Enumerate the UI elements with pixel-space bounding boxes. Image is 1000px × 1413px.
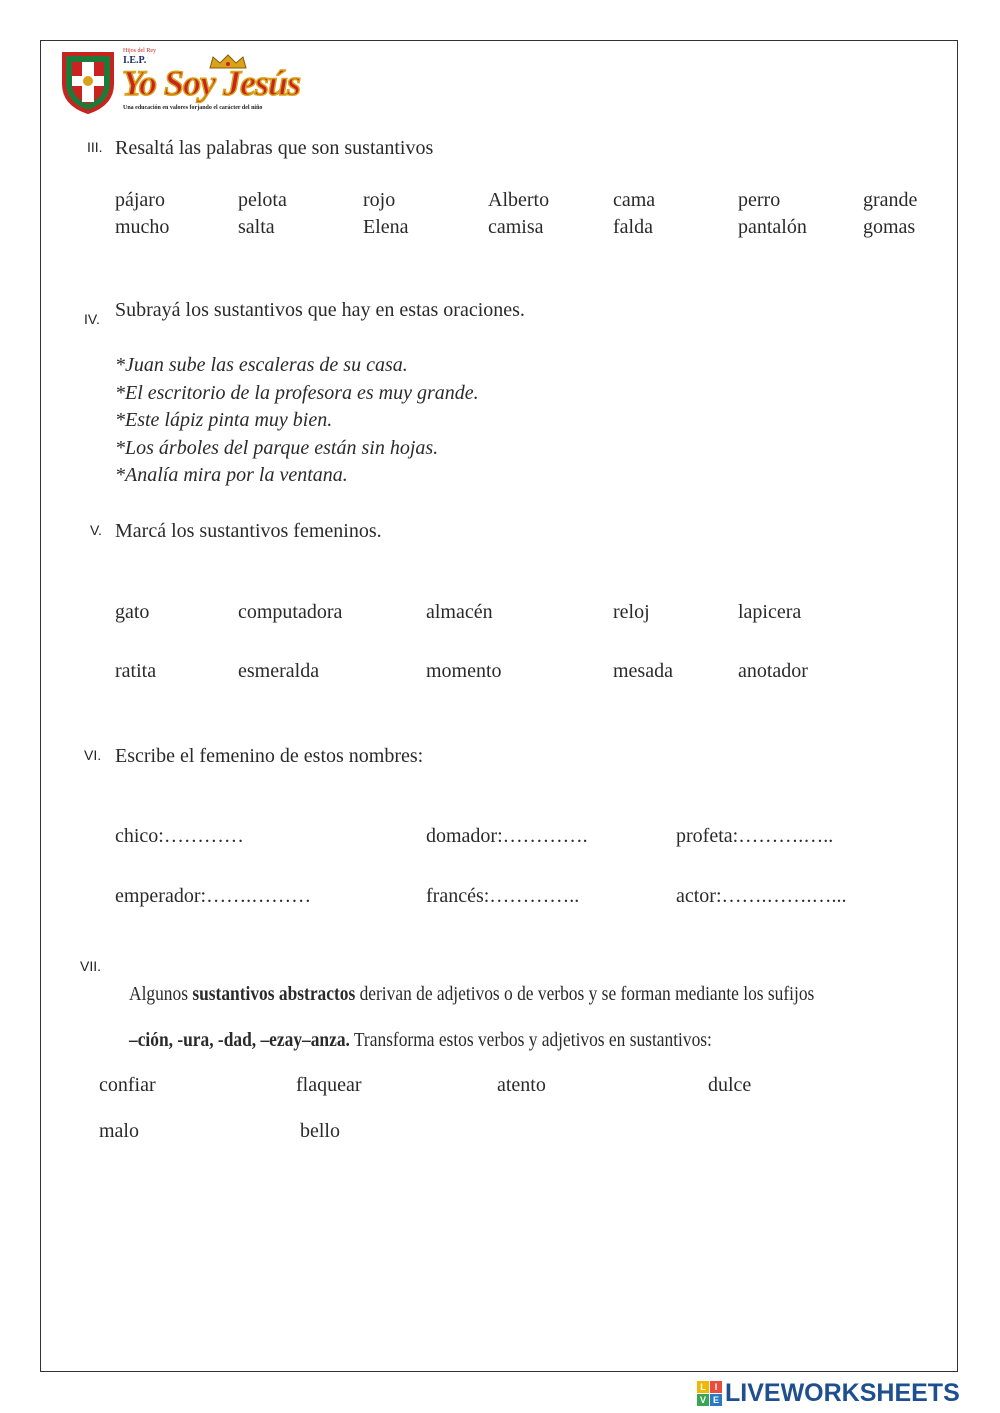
word-item[interactable]: esmeralda <box>238 660 320 682</box>
word-item[interactable]: cama <box>613 189 656 211</box>
feminine-answer-field[interactable]: emperador:…….……… <box>115 885 312 907</box>
brand-mark-tile: L <box>697 1381 709 1393</box>
brand-mark-tile: E <box>710 1394 722 1406</box>
section-3-number: III. <box>87 139 103 155</box>
intro-text: Transforma estos verbos y adjetivos en sustantivos: <box>349 1029 712 1051</box>
section-4-instruction: Subrayá los sustantivos que hay en estas oraciones. <box>115 299 525 321</box>
sentence-item[interactable]: *El escritorio de la profesora es muy grande. <box>115 382 479 404</box>
worksheet-border <box>40 40 958 1372</box>
word-item[interactable]: confiar <box>99 1074 156 1096</box>
word-item[interactable]: reloj <box>613 601 650 623</box>
word-item[interactable]: bello <box>300 1120 340 1142</box>
liveworksheets-brand <box>697 1378 960 1408</box>
logo-small-top: Hijos del Rey <box>123 48 156 54</box>
word-item[interactable]: mucho <box>115 216 170 238</box>
school-logo <box>60 48 320 118</box>
word-item[interactable]: malo <box>99 1120 139 1142</box>
word-item[interactable]: gato <box>115 601 150 623</box>
section-7-intro-line-1 <box>129 983 814 1006</box>
word-item[interactable]: Elena <box>363 216 409 238</box>
word-item[interactable]: salta <box>238 216 275 238</box>
word-item[interactable]: gomas <box>863 216 916 238</box>
feminine-answer-field[interactable]: domador:…………. <box>426 825 588 847</box>
feminine-answer-field[interactable]: profeta:……….….. <box>676 825 834 847</box>
word-item[interactable]: perro <box>738 189 781 211</box>
word-item[interactable]: atento <box>497 1074 546 1096</box>
word-item[interactable]: Alberto <box>488 189 550 211</box>
section-5-number: V. <box>90 522 102 538</box>
sentence-item[interactable]: *Este lápiz pinta muy bien. <box>115 409 333 431</box>
logo-motto: Una educación en valores forjando el carácter del niño <box>123 105 263 111</box>
intro-bold-term: sustantivos abstractos <box>192 983 356 1005</box>
word-item[interactable]: rojo <box>363 189 396 211</box>
word-item[interactable]: pájaro <box>115 189 165 211</box>
sentence-item[interactable]: *Analía mira por la ventana. <box>115 464 348 486</box>
word-item[interactable]: camisa <box>488 216 544 238</box>
sentence-item[interactable]: *Los árboles del parque están sin hojas. <box>115 437 439 459</box>
feminine-answer-field[interactable]: actor:…….…….…... <box>676 885 847 907</box>
word-item[interactable]: pantalón <box>738 216 807 238</box>
word-item[interactable]: momento <box>426 660 502 682</box>
logo-school-name: Yo Soy Jesús <box>122 63 301 103</box>
section-7-intro-line-2 <box>129 1029 712 1052</box>
sentence-item[interactable]: *Juan sube las escaleras de su casa. <box>115 354 408 376</box>
section-6-number: VI. <box>84 747 102 763</box>
word-item[interactable]: computadora <box>238 601 343 623</box>
section-5-instruction: Marcá los sustantivos femeninos. <box>115 520 382 542</box>
word-item[interactable]: grande <box>863 189 918 211</box>
section-4-number: IV. <box>84 311 100 327</box>
brand-mark-tile: I <box>710 1381 722 1393</box>
section-6-instruction: Escribe el femenino de estos nombres: <box>115 745 424 767</box>
word-item[interactable]: ratita <box>115 660 157 682</box>
word-item[interactable]: pelota <box>238 189 287 211</box>
brand-name[interactable]: LIVEWORKSHEETS <box>725 1378 960 1407</box>
feminine-answer-field[interactable]: chico:………… <box>115 825 244 847</box>
logo-iep: I.E.P. <box>123 55 147 66</box>
brand-mark <box>697 1381 722 1406</box>
word-item[interactable]: flaquear <box>296 1074 362 1096</box>
word-item[interactable]: falda <box>613 216 653 238</box>
intro-text: Algunos <box>129 983 193 1005</box>
section-3-instruction: Resaltá las palabras que son sustantivos <box>115 137 434 159</box>
feminine-answer-field[interactable]: francés:………….. <box>426 885 580 907</box>
crest-icon <box>60 48 116 114</box>
intro-text: derivan de adjetivos o de verbos y se forman mediante los sufijos <box>355 983 815 1005</box>
brand-mark-tile: V <box>697 1394 709 1406</box>
section-7-number: VII. <box>80 958 102 974</box>
word-item[interactable]: lapicera <box>738 601 802 623</box>
word-item[interactable]: mesada <box>613 660 673 682</box>
word-item[interactable]: almacén <box>426 601 493 623</box>
word-item[interactable]: anotador <box>738 660 808 682</box>
word-item[interactable]: dulce <box>708 1074 752 1096</box>
suffix-list: –ción, -ura, -dad, –ezay–anza. <box>129 1029 350 1051</box>
